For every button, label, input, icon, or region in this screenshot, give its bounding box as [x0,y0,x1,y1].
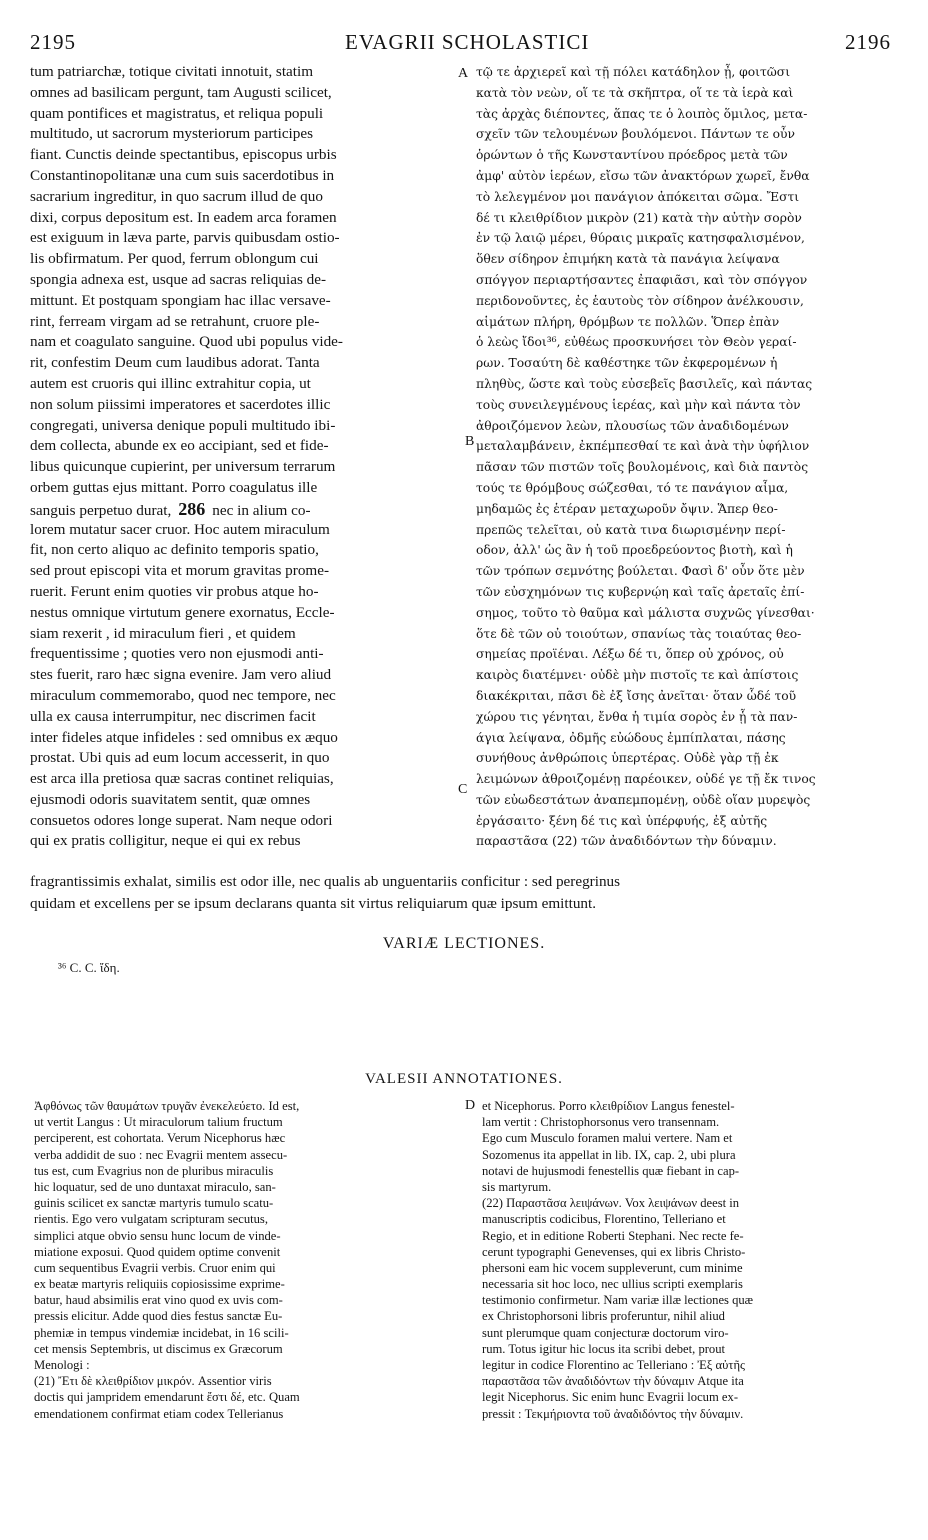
latin-line-text: nec in alium co- [212,501,311,519]
greek-text-line: ὅτε δὲ τῶν οὐ τοιούτων, σπανίως τὰς τοιαύτας θεο- [476,626,802,641]
greek-text-line: ὁ λεὼς ἴδοι³⁶, εὐθέως προσκυνήσει τὸν Θεὸν γεραί- [476,335,797,350]
latin-line-text: sanguis perpetuo durat, [30,501,172,519]
annotation-line: manuscriptis codicibus, Florentino, Telleriano et [482,1212,726,1227]
annotation-line: sis martyrum. [482,1179,552,1194]
greek-text-line: άγια λείψανα, ὀδμῆς εὐώδους ἐμπίπλαται, πάσης [476,730,786,745]
greek-text-line: ἐν τῷ λαιῷ μέρει, θύραις μικραῖς κατησφαλισμένον, [476,231,805,246]
annotation-line: notavi de hujusmodi fenestellis quæ fiebant in cap- [482,1163,740,1178]
annotation-line: (22) Παραστᾶσα λειψάνων. Vox λειψάνων deest in [482,1196,740,1211]
variae-lectiones-heading: VARIÆ LECTIONES. [382,935,546,952]
greek-text-line: συνήθους ἀνθρώποις ὑπερτέρας. Οὐδὲ γὰρ τῇ ἐκ [476,751,779,766]
annotation-line: perciperent, est cohortata. Verum Nicephorus hæc [34,1131,286,1146]
latin-text-line: lis obfirmatum. Per quod, ferrum oblongum cui [30,250,319,268]
greek-text-line: ἀθροιζόμενον λεὼν, πλουσίως τῶν ἀναδιδομένων [476,418,789,433]
latin-text-line: stes fuerit, raro hæc signa evenire. Jam vero aliud [30,666,332,684]
annotation-line: rientis. Ego vero vulgatam scripturam secutus, [34,1212,268,1227]
greek-column [476,62,916,852]
latin-text-line: non solum piissimi imperatores et sacerdotes illic [30,395,331,413]
latin-text-line: ejusmodi odoris suavitatem sentit, quæ omnes [30,790,311,808]
greek-text-line: ὅθεν σίδηρον ἐπιμήκη κατὰ τὰ πανάγια λείψανα [476,252,780,267]
greek-text-line: τῶν εὐωδεστάτων ἀναπεμπομένῃ, οὐδὲ οἵαν μυρεψὸς [476,792,811,807]
greek-text-line: σημος, τοῦτο τὸ θαῦμα καὶ μάλιστα συχνῶς γίνεσθαι· [476,605,815,620]
annotation-line: pressit : Τεκμήριοντα τοῦ ἀναδιδόντος τὴν δύναμιν. [482,1406,744,1421]
annotation-line: hic loquatur, sed de uno duntaxat miraculo, san- [34,1179,276,1194]
greek-text-line: τούς τε θρόμβους σώζεσθαι, τό τε πανάγιον αἷμα, [476,480,789,495]
annotation-line: legitur in codice Florentino ac Telleriano : Ἐξ αὐτῆς [482,1358,746,1372]
latin-text-line: nam et coagulato sanguine. Quod ubi populus vide- [30,333,343,351]
latin-text-line: consuetos odores longe superat. Nam neque odori [30,811,333,829]
latin-text-line: orbem guttas ejus mittant. Porro coagulatus ille [30,478,318,496]
annotation-line: ex beatæ martyris reliquiis copiosissime exprime- [34,1277,285,1292]
latin-text-line: autem est cruoris qui illinc extrahitur copia, ut [30,374,311,392]
annotation-line: legit Nicephorus. Sic enim hunc Evagrii locum ex- [482,1390,739,1405]
annotation-line: testimonio confirmetur. Nam variæ illæ lectiones quæ [482,1293,754,1308]
annotation-line: pressis elicitur. Adde quod dies festus sanctæ Eu- [34,1309,283,1324]
margin-letter-c: C [458,782,468,797]
latin-text-line: dem collecta, abunde ex eo accipiant, sed et fide- [30,437,329,455]
greek-text-line: σχεῖν τῶν τελουμένων βουλόμενοι. Πάντων τε οὖν [476,127,795,142]
valesii-annotationes-heading: VALESII ANNOTATIONES. [365,1071,563,1087]
annotation-line: παραστᾶσα τῶν ἀναδιδόντων τὴν δύναμιν Atque ita [482,1374,744,1389]
annotation-line: Ἀφθόνως τῶν θαυμάτων τρυγᾶν ἐνεκελεύετο. Id est, [34,1099,300,1113]
latin-text-line: ruerit. Ferunt enim quoties vir probus atque ho- [30,582,319,600]
running-head [30,30,900,56]
annotation-line: phemiæ in tempus vindemiæ incidebat, in 16 scili- [34,1325,289,1340]
full-width-line-2: quidam et excellens per se ipsum declarans quanta sit virtus reliquiarum quæ ipsum emittunt. [30,895,597,912]
greek-text-line: χώρου τις γένηται, ἔνθα ἡ τιμία σορὸς ἐν ᾗ τὰ παν- [476,709,798,724]
annotation-line: batur, haud absimilis erat vino quod ex uvis com- [34,1293,283,1308]
running-title: EVAGRII SCHOLASTICI [345,30,590,54]
latin-column [30,62,460,852]
annotation-line: rum. Totus igitur hic locus ita scribi debet, prout [482,1341,726,1356]
latin-text-line: quam pontifices et magistratus, et reliqua populi [30,104,324,122]
annotation-line: cum sequentibus Evagrii verbis. Cruor enim qui [34,1260,276,1275]
latin-text-line: sacrarium ingreditur, in quo sacrum illud de quo [30,187,323,205]
greek-text-line: περιδονοῦντες, ἐς ἑαυτοὺς τὸν σίδηρον ἀνέλκουσιν, [476,293,804,308]
annotation-line: Menologi : [34,1358,90,1372]
annotation-line: doctis qui jampridem emendarunt ἔστι δέ, etc. Quam [34,1390,300,1405]
latin-text-line: rint, ferream virgam ad se retrahunt, cruore ple- [30,312,320,330]
greek-text-line: ἐργάσαιτο· ξένη δέ τις καὶ ὑπέρφυής, ἐξ αὐτῆς [476,813,768,828]
annotation-line: ut vertit Langus : Ut miraculorum talium fructum [34,1115,283,1130]
latin-text-line: prostat. Ubi quis ad eum locum accesserit, in quo [30,749,330,767]
annotation-line: necessaria sit hoc loco, nec ullius scripti exemplaris [482,1277,743,1292]
variae-lectiones-note: ³⁶ C. C. ἴδη. [58,960,120,975]
greek-text-line: αἱμάτων πλήρη, θρόμβων τε πολλῶν. Ὅπερ ἐπὰν [476,314,780,329]
annotation-line: guinis scilicet ex sanctæ martyris tumulo scatu- [34,1196,274,1211]
greek-text-line: σπόγγον περιαρτήσαντες ἐπαφιᾶσι, καὶ τὸν σπόγγον [476,272,808,287]
latin-text-line: Constantinopolitanæ una cum suis sacerdotibus in [30,166,335,184]
latin-text-line: dixi, corpus depositum est. In eadem arca foramen [30,208,337,226]
full-width-line-1: fragrantissimis exhalat, similis est odor ille, nec qualis ab unguentariis conficitur : sed peregrinus [30,873,621,890]
annotation-line: sunt plerumque quam conjecturæ doctorum viro- [482,1325,729,1340]
margin-letter-a: A [458,66,469,81]
latin-text-line [30,499,460,520]
greek-text-line: δέ τι κλειθρίδιον μικρὸν (21) κατὰ τὴν αὐτὴν σορὸν [476,210,802,225]
annotations-left-column [34,1098,454,1422]
annotation-line: Ego cum Musculo foramen malui vertere. Nam et [482,1131,733,1146]
greek-text-line: σημείας προϊέναι. Λέξω δέ τι, ὅπερ οὐ χρόνος, οὐ [476,647,784,662]
latin-text-line: siam rexerit , id miraculum fieri , et quidem [30,624,296,642]
latin-text-line: lorem mutatur sacer cruor. Hoc autem miraculum [30,520,330,538]
latin-text-line: ulla ex causa interrumpitur, nec discrimen facit [30,707,316,725]
annotation-line: miatione exposui. Quod quidem optime convenit [34,1244,281,1259]
annotation-line: Sozomenus ita appellat in lib. IX, cap. 2, ubi plura [482,1147,736,1162]
latin-text-line: tum patriarchæ, totique civitati innotuit, statim [30,63,314,80]
greek-text-line: μεταλαμβάνειν, ἐκπέμπεσθαί τε καὶ ἀνὰ τὴν ὑφήλιον [476,439,810,454]
latin-text-line: est arca illa pretiosa quæ sacras continet reliquias, [30,770,334,788]
greek-text-line: τὸ λελεγμένον μοι πανάγιον ἀπόκειται σῶμα. Ἔστι [476,189,800,204]
latin-text-line: omnes ad basilicam pergunt, tam Augusti scilicet, [30,83,332,101]
annotation-line: cet mensis Septembris, ut discimus ex Græcorum [34,1341,283,1356]
latin-text-line: fiant. Cunctis deinde spectantibus, episcopus urbis [30,146,337,164]
latin-text-line: qui ex pratis colligitur, neque ei qui ex rebus [30,832,301,850]
greek-text-line: καιρὸς διατέμνει· οὐδὲ μὴν πιστοῖς τε καὶ ἀπίστοις [476,668,799,683]
annotation-line: lam vertit : Christophorsonus vero transennam. [482,1115,720,1130]
greek-text-line: μηδαμῶς ἐς ἑτέραν μεταχωροῦν ὄψιν. Ἅπερ θεο- [476,501,778,516]
latin-text-line: sed prout episcopi vita et morum gravitas prome- [30,562,330,580]
latin-text-line: nestus omnique virtutum genere exornatus, Eccle- [30,603,335,621]
greek-text-line: τῶν εὐσχημόνων τις κυβερνῴη καὶ ταῖς ἀρεταῖς ἐπί- [476,584,805,599]
greek-text-line: πρεπῶς τελεῖται, οὐ κατὰ τινα διωρισμένην περί- [476,522,786,537]
annotation-line: (21) Ἔτι δὲ κλειθρίδιον μικρόν. Assentior viris [34,1374,272,1389]
greek-text-line: λειμώνων ἀθροιζομένῃ παρέοικεν, οὐδέ γε τῇ ἔκ τινος [476,772,816,787]
left-page-number: 2195 [30,30,76,54]
annotation-line: Regio, et in editione Roberti Stephani. Nec recte fe- [482,1228,744,1243]
latin-text-line: multitudo, ut sacrorum mysteriorum participes [30,125,314,143]
annotation-line: simplici atque obvio sensu hunc locum de vinde- [34,1228,281,1243]
latin-text-line: est exiguum in læva parte, parvis quibusdam ostio- [30,229,340,247]
latin-text-line: frequentissime ; quoties vero non ejusmodi anti- [30,645,324,663]
latin-text-line: rit, confestim Deum cum laudibus adorat. Tanta [30,354,320,372]
greek-text-line: παραστᾶσα (22) τῶν ἀναδιδόντων τὴν δύναμιν. [476,834,777,849]
latin-text-line: congregati, universa denique populi multitudo ibi- [30,416,336,434]
greek-text-line: πληθὺς, ὥστε καὶ τοὺς εὐσεβεῖς βασιλεῖς, καὶ πάντας [476,376,813,391]
annotation-line: verba addidit de suo : nec Evagrii mentem assecu- [34,1147,288,1162]
latin-text-line: spongia adnexa est, usque ad sacras reliquias de- [30,270,327,288]
greek-text-line: ὁρώντων ὁ τῆς Κωνσταντίνου πρόεδρος μετὰ τῶν [476,148,788,163]
annotation-line: phersoni eam hic vocem suppleverunt, cum minime [482,1260,743,1275]
annotation-line: ex Christophorsoni libris proferuntur, nihil aliud [482,1309,725,1324]
greek-text-line: τῶν τρόπων σεμνότης βούλεται. Φασὶ δ' οὖν ὅτε μὲν [476,564,805,579]
latin-text-line: mittunt. Et postquam spongiam hac illac versave- [30,291,331,309]
latin-text-line: libus quicunque cupierint, per universum terrarum [30,458,336,476]
greek-text-line: ρων. Τοσαύτη δὲ καθέστηκε τῶν ἐκφερομένων ἡ [476,356,778,371]
greek-text-line: πᾶσαν τῶν πιστῶν τοῖς βουλομένοις, καὶ διὰ παντὸς [476,460,809,475]
greek-text-line: τῷ τε ἀρχιερεῖ καὶ τῇ πόλει κατάδηλον ᾖ, φοιτῶσι [476,65,791,79]
margin-letter-d: D [465,1098,476,1113]
latin-text-line: miraculum commemorabo, quod nec tempore, nec [30,686,336,704]
annotation-line: tus est, cum Evagrius non de pluribus miraculis [34,1163,274,1178]
latin-text-line: inter fideles atque infideles : sed omnibus ex æquo [30,728,338,746]
greek-text-line: οδον, ἀλλ' ὡς ἂν ἡ τοῦ προεδρεύοντος βιοτὴ, καὶ ἡ [476,543,793,558]
latin-text-line: fit, non certo aliquo ac definito temporis spatio, [30,541,319,559]
greek-text-line: ἀμφ' αὐτὸν ἱερέων, εἴσω τῶν ἀνακτόρων χωρεῖ, ἔνθα [476,168,810,183]
inline-page-number: 286 [178,498,206,519]
annotation-line: emendationem confirmat etiam codex Tellerianus [34,1406,284,1421]
greek-text-line: τὰς ἀρχὰς διέποντες, ἅπας τε ὁ λοιπὸς ὅμιλος, μετα- [476,106,808,121]
greek-text-line: διακέκριται, πᾶσι δὲ ἐξ ἴσης ἀνεῖται· ὅταν ὧδέ τοῦ [476,688,797,703]
annotations-right-column [482,1098,902,1422]
margin-letter-b: B [465,434,475,449]
right-page-number: 2196 [845,30,891,54]
annotation-line: et Nicephorus. Porro κλειθρίδιον Langus fenestel- [482,1099,735,1113]
greek-text-line: κατὰ τὸν νεὼν, οἵ τε τὰ σκῆπτρα, οἵ τε τὰ ἱερὰ καὶ [476,85,794,100]
annotation-line: cerunt typographi Genevenses, qui ex libris Christo- [482,1244,746,1259]
greek-text-line: τοὺς συνειλεγμένους ἱερέας, καὶ μὴν καὶ πάντα τὸν [476,397,801,412]
